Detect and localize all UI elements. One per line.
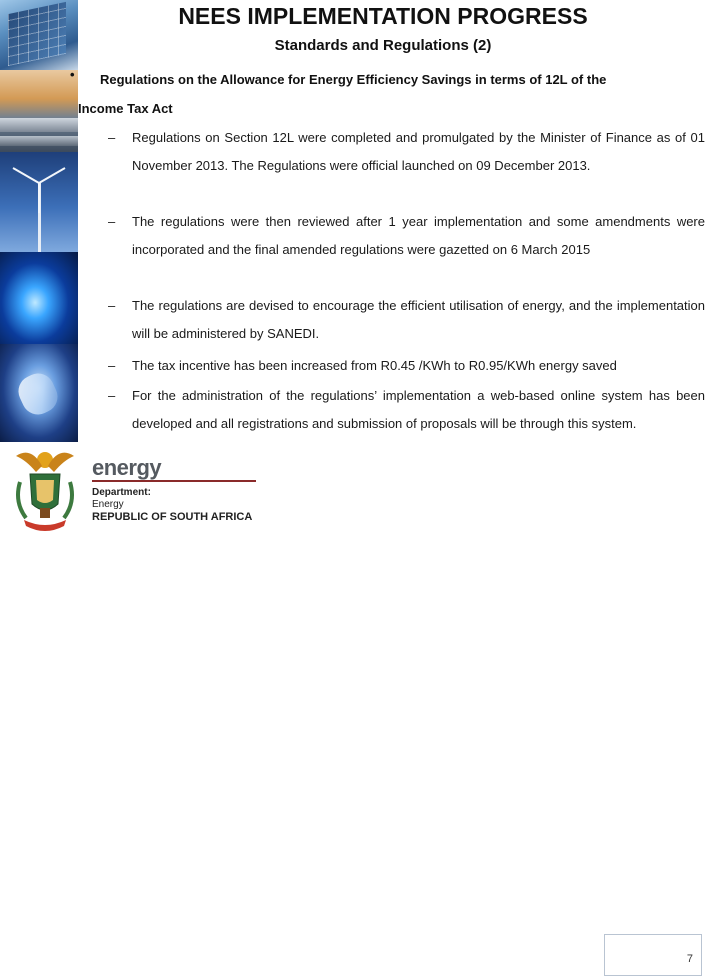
efficient-bulb-image [0,344,78,442]
dash-icon: – [108,298,116,313]
sub-point [108,382,705,438]
sub-point [108,124,705,180]
department-name: Energy [92,499,124,510]
logo-divider [92,480,256,482]
dash-icon: – [108,130,116,145]
dash-icon: – [108,214,116,229]
energy-logo-wordmark: energy [92,455,162,480]
bullet-text-line2: Income Tax Act [78,101,173,116]
coat-of-arms-icon [6,446,84,538]
sub-point-text: For the administration of the regulations’ implementation a web-based online system has been developed and all registrations and submission of proposals will be through this system. [132,388,705,431]
wind-turbine-image [0,152,78,252]
sub-point-text: The regulations are devised to encourage the efficient utilisation of energy, and the implementation will be administered by SANEDI. [132,298,705,341]
page-number: 7 [686,953,693,965]
decorative-photo-strip [0,0,78,442]
gas-flame-image [0,252,78,344]
bullet-text-line1: Regulations on the Allowance for Energy Efficiency Savings in terms of 12L of the [100,72,607,87]
country-label: REPUBLIC OF SOUTH AFRICA [92,511,253,523]
sub-point-text: The tax incentive has been increased from R0.45 /KWh to R0.95/KWh energy saved [132,358,617,373]
dash-icon: – [108,358,116,373]
sub-point-text: Regulations on Section 12L were completed and promulgated by the Minister of Finance as of 01 November 2013. The Regulations were official launched on 09 December 2013. [132,130,705,173]
page-number-box [604,934,702,976]
sub-point-text: The regulations were then reviewed after 1 year implementation and some amendments were incorporated and the final amended regulations were gazetted on 6 March 2015 [132,214,705,257]
department-label: Department: [92,487,151,498]
bullet-icon: • [70,67,75,82]
dash-icon: – [108,388,116,403]
sub-point [108,292,705,348]
solar-panel-image [0,0,78,70]
sub-point [108,208,705,264]
sub-point [108,352,705,380]
slide-title: NEES IMPLEMENTATION PROGRESS [178,3,588,29]
gas-plant-image [0,70,78,152]
slide-subtitle: Standards and Regulations (2) [274,37,492,54]
